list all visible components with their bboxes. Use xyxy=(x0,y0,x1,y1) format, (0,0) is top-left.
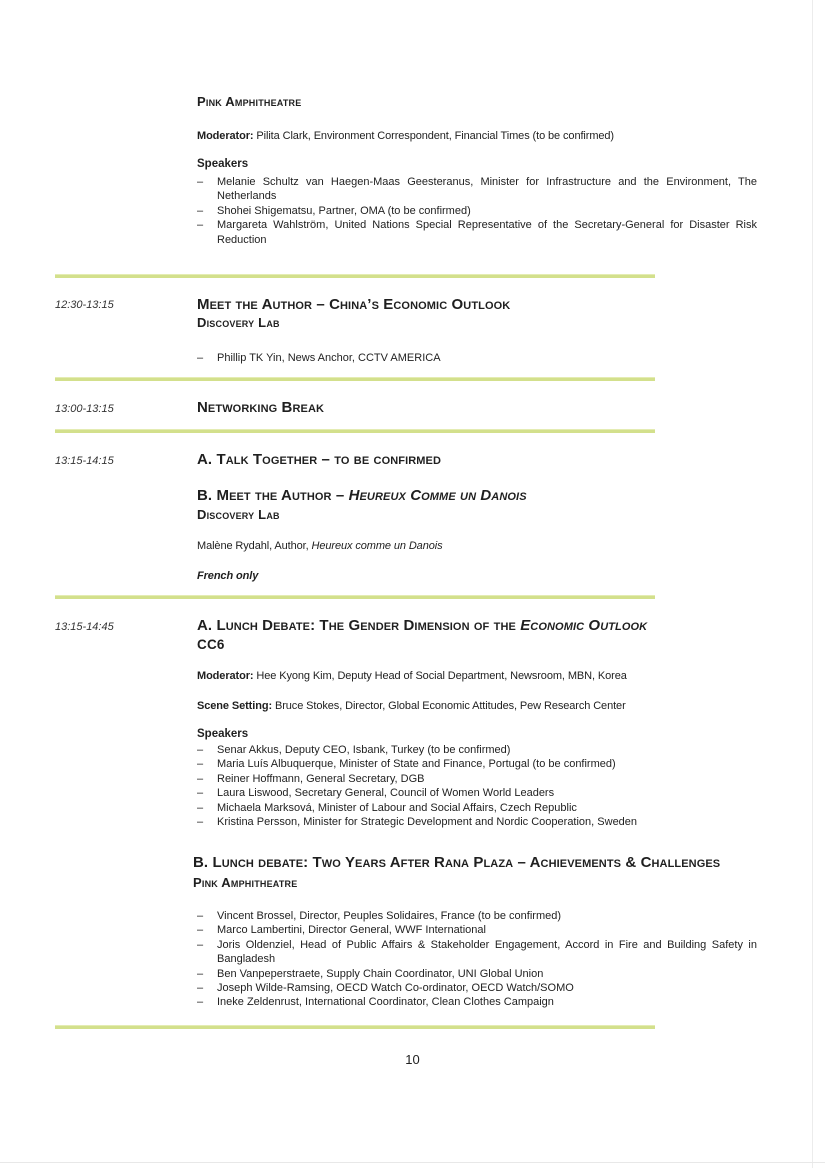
moderator-name: Pilita Clark, Environment Correspondent, Financial Times (to be confirmed) xyxy=(253,130,614,142)
session-location: Discovery Lab xyxy=(197,507,280,522)
session-title-b-prefix: B. Meet the Author – xyxy=(197,487,349,504)
session-location: Pink Amphitheatre xyxy=(197,94,302,109)
moderator-name: Hee Kyong Kim, Deputy Head of Social Department, Newsroom, MBN, Korea xyxy=(253,670,627,682)
section-divider xyxy=(55,274,655,278)
moderator-label: Moderator: xyxy=(197,670,254,682)
section-divider xyxy=(55,595,655,599)
list-item: – Phillip TK Yin, News Anchor, CCTV AMERICA xyxy=(197,351,757,365)
language-note: French only xyxy=(197,570,259,582)
list-item: – Shohei Shigematsu, Partner, OMA (to be confirmed) xyxy=(197,204,757,218)
scene-setting-line xyxy=(197,699,626,714)
author-line xyxy=(197,539,442,554)
session-title-b: B. Lunch debate: Two Years After Rana Plaza – Achievements & Challenges xyxy=(193,854,721,871)
session-time: 13:15-14:15 xyxy=(55,455,114,467)
list-item: – Marco Lambertini, Director General, WWF International xyxy=(197,923,757,937)
moderator-label: Moderator: xyxy=(197,130,254,142)
list-item: – Reiner Hoffmann, General Secretary, DGB xyxy=(197,772,757,786)
speakers-heading: Speakers xyxy=(197,728,249,740)
list-item: – Melanie Schultz van Haegen-Maas Geesteranus, Minister for Infrastructure and the Environment, The Netherlands xyxy=(197,175,757,204)
session-location: CC6 xyxy=(197,637,225,652)
list-item: – Vincent Brossel, Director, Peuples Solidaires, France (to be confirmed) xyxy=(197,909,757,923)
session-title-a: A. Talk Together – to be confirmed xyxy=(197,451,442,468)
scene-setting-label: Scene Setting: xyxy=(197,700,273,712)
session-title: Networking Break xyxy=(197,399,325,416)
list-item: – Joris Oldenziel, Head of Public Affairs & Stakeholder Engagement, Accord in Fire and Building Safety in Bangladesh xyxy=(197,938,757,967)
list-item: – Joseph Wilde-Ramsing, OECD Watch Co-ordinator, OECD Watch/SOMO xyxy=(197,981,757,995)
list-item: – Ben Vanpeperstraete, Supply Chain Coordinator, UNI Global Union xyxy=(197,967,757,981)
session-title: Meet the Author – China’s Economic Outlook xyxy=(197,296,511,313)
session-time: 13:00-13:15 xyxy=(55,403,114,415)
scan-bottom-edge xyxy=(0,1162,825,1163)
scene-setting-name: Bruce Stokes, Director, Global Economic Attitudes, Pew Research Center xyxy=(272,700,626,712)
section-divider xyxy=(55,1025,655,1029)
list-item: – Laura Liswood, Secretary General, Council of Women World Leaders xyxy=(197,786,757,800)
list-item: – Senar Akkus, Deputy CEO, Isbank, Turkey (to be confirmed) xyxy=(197,743,757,757)
session-time: 12:30-13:15 xyxy=(55,299,114,311)
list-item: – Maria Luís Albuquerque, Minister of State and Finance, Portugal (to be confirmed) xyxy=(197,757,757,771)
session-time: 13:15-14:45 xyxy=(55,621,114,633)
list-item: – Margareta Wahlström, United Nations Special Representative of the Secretary-General for Disaster Risk Reduction xyxy=(197,218,757,247)
moderator-line xyxy=(197,669,627,684)
speaker-list xyxy=(197,175,757,247)
session-title-a xyxy=(197,617,647,634)
speaker-list xyxy=(197,909,757,1010)
speakers-heading: Speakers xyxy=(197,158,249,170)
session-title-b xyxy=(197,487,527,504)
list-item: – Kristina Persson, Minister for Strategic Development and Nordic Cooperation, Sweden xyxy=(197,815,757,829)
list-item: – Ineke Zeldenrust, International Coordinator, Clean Clothes Campaign xyxy=(197,995,757,1009)
session-location: Pink Amphitheatre xyxy=(193,875,298,890)
speaker-list xyxy=(197,351,757,365)
session-title-a-prefix: A. Lunch Debate: The Gender Dimension of the xyxy=(197,617,521,634)
book-title-inline: Heureux comme un Danois xyxy=(311,540,443,552)
moderator-line xyxy=(197,129,614,144)
session-location: Discovery Lab xyxy=(197,315,280,330)
book-title: Heureux Comme un Danois xyxy=(348,487,527,504)
page-number: 10 xyxy=(405,1052,420,1067)
list-item: – Michaela Marksová, Minister of Labour and Social Affairs, Czech Republic xyxy=(197,801,757,815)
author-name: Malène Rydahl, Author, xyxy=(197,540,312,552)
scan-edge xyxy=(812,0,813,1168)
speaker-list xyxy=(197,743,757,829)
section-divider xyxy=(55,377,655,381)
publication-title: Economic Outlook xyxy=(520,617,648,634)
section-divider xyxy=(55,429,655,433)
